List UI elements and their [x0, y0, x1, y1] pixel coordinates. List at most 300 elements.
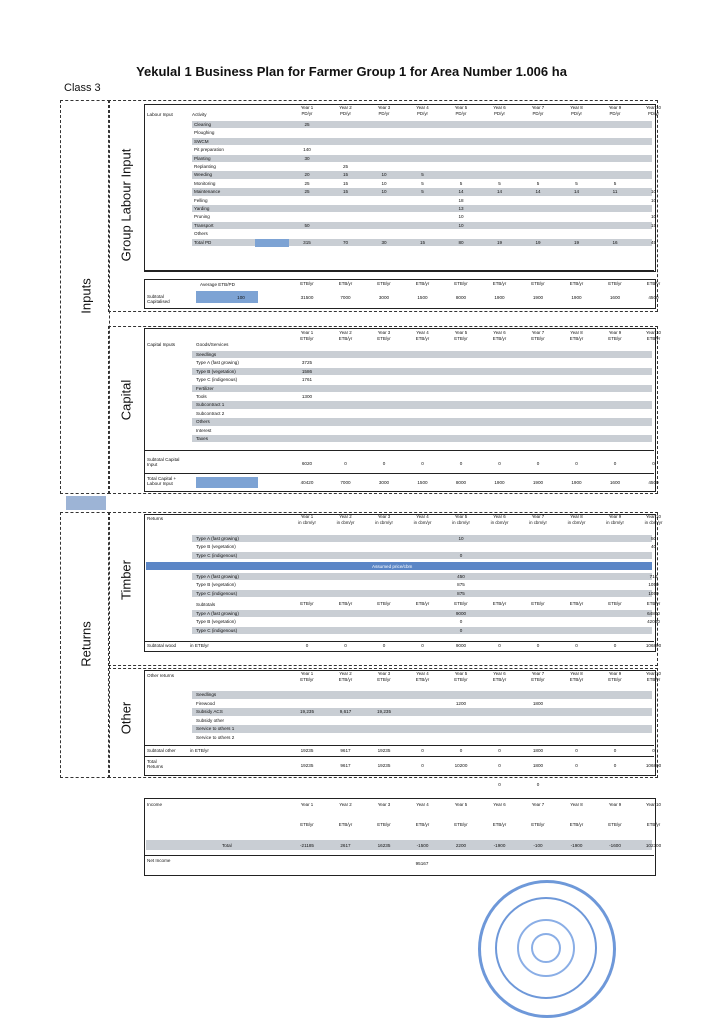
unit-header: in cbm/yr: [413, 520, 432, 525]
cell-value: 1300: [301, 394, 313, 399]
cell-value: 0: [459, 627, 463, 633]
row-label: Weeding: [194, 172, 213, 178]
capital-corner: Capital Inputs: [147, 342, 176, 347]
cell-value: 50: [304, 222, 310, 228]
cell-value: 450: [457, 574, 465, 579]
row-label: SWCM: [194, 138, 209, 144]
unit-header: ETB/yr: [454, 601, 468, 606]
row-label: Interest: [196, 427, 212, 433]
year-header: Year 6: [493, 105, 506, 110]
total-value: 9000: [455, 643, 467, 648]
row-label: Subsidy ACS: [196, 709, 223, 715]
year-header: Year 5: [454, 802, 468, 807]
cell-value: 70: [342, 239, 349, 245]
unit-header: ETB/yr: [646, 601, 661, 606]
cell-value: 18: [458, 197, 464, 203]
other-subtotal-label: Subtotal other: [147, 748, 176, 753]
row-label: Taxes: [196, 436, 208, 441]
transport-highlight: [255, 239, 289, 247]
total-value: 0: [613, 461, 617, 466]
avg-value: 100: [237, 295, 245, 300]
unit-header: ETB/yr: [492, 336, 507, 341]
total-value: 7000: [340, 295, 351, 300]
unit-header: ETB/yr: [569, 601, 584, 606]
unit-header: ETB/yr: [454, 822, 468, 827]
total-value: 1900: [571, 295, 582, 300]
row-label: Yarding: [194, 206, 210, 211]
total-value: 1900: [494, 480, 505, 485]
unit-header: ETB/yr: [608, 281, 622, 286]
unit-header: ETB/yr: [454, 281, 468, 286]
total-value: -1900: [570, 843, 583, 848]
unit-header: ETB/yr: [300, 822, 314, 827]
total-value: 0: [536, 643, 540, 648]
year-header: Year 6: [493, 671, 506, 676]
year-header: Year 8: [570, 105, 583, 110]
row-stripe: [192, 138, 652, 145]
cell-value: 15: [342, 180, 349, 186]
row-label: Type A (fast growing): [196, 611, 239, 616]
cell-value: 19,235: [299, 709, 315, 715]
total-value: 4500: [648, 480, 659, 485]
income-total-label: Total: [222, 843, 232, 848]
subtotals-label: Subtotals: [196, 602, 216, 607]
row-stripe: [192, 725, 652, 733]
net-income-value: 95167: [415, 861, 429, 866]
total-value: 1600: [609, 295, 621, 300]
total-value: 1500: [417, 480, 428, 485]
row-label: Type C (indigenous): [196, 377, 238, 383]
total-value: 0: [305, 643, 309, 648]
cell-value: 15: [342, 172, 349, 178]
year-header: Year 1: [300, 671, 314, 676]
row-stripe: [192, 590, 652, 597]
unit-header: in cbm/yr: [529, 520, 547, 525]
unit-header: ETB/yr: [492, 281, 507, 286]
total-value: 31500: [300, 295, 314, 300]
cell-value: 315: [303, 239, 311, 245]
cell-value: 20: [304, 172, 310, 178]
total-capital-label: Total Capital + Labour Input: [147, 476, 177, 486]
year-header: Year 6: [493, 514, 506, 519]
timber-label: Timber: [118, 560, 134, 600]
cell-value: 5: [536, 180, 540, 186]
cell-value: 40: [650, 544, 657, 550]
unit-header: ETB/yr: [338, 677, 353, 682]
year-header: Year 3: [377, 802, 391, 807]
total-value: 4500: [648, 295, 659, 300]
row-stripe: [192, 552, 652, 559]
year-header: Year 1: [300, 514, 314, 519]
row-label: Ploughing: [194, 130, 215, 136]
total-value: 1900: [494, 295, 505, 300]
cell-value: 14: [496, 189, 503, 195]
cell-value: 10: [650, 197, 657, 203]
row-label: Type A (fast growing): [196, 360, 239, 366]
total-value: 0: [421, 461, 424, 466]
cell-value: 5: [575, 180, 578, 186]
row-stripe: [192, 535, 652, 542]
wood-subtotal-unit: in ETB/yr: [190, 643, 209, 648]
year-header: Year 10: [646, 330, 661, 335]
unit-header: ETB/yr: [608, 677, 622, 682]
total-value: 19235: [377, 763, 391, 768]
cell-value: 5: [459, 180, 463, 186]
row-label: Subcontract 1: [196, 402, 225, 408]
returns-corner: Returns: [147, 516, 164, 521]
total-value: 102300: [645, 843, 662, 848]
total-value: 0: [344, 643, 347, 648]
row-label: Firewood: [196, 700, 215, 706]
row-label: Type C (indigenous): [196, 627, 238, 633]
total-value: 0: [382, 643, 386, 648]
other-returns-corner: Other returns: [147, 673, 175, 678]
goods-header: Goods/Services: [196, 342, 229, 347]
year-header: Year 7: [531, 802, 545, 807]
cell-value: 13: [458, 206, 464, 211]
row-stripe: [192, 418, 652, 425]
year-header: Year 4: [416, 671, 429, 676]
cell-value: 140: [303, 147, 311, 153]
extra-zero: 0: [498, 782, 501, 787]
unit-header: ETB/yr: [608, 336, 622, 341]
unit-header: ETB/yr: [492, 822, 507, 827]
cell-value: 9000: [455, 611, 467, 616]
total-value: 0: [575, 763, 578, 768]
total-value: 106800: [645, 643, 662, 648]
price-label: Assumed price/cbm: [372, 564, 413, 569]
cell-value: 10: [650, 189, 657, 195]
row-rule: [144, 270, 654, 271]
row-label: Seedlings: [196, 352, 217, 357]
row-label: Replanting: [194, 164, 216, 169]
cell-value: 19: [535, 239, 541, 245]
row-label: Type A (fast growing): [196, 536, 239, 541]
row-stripe: [192, 627, 652, 634]
year-header: Year 2: [339, 802, 352, 807]
year-header: Year 4: [416, 802, 429, 807]
cell-value: 10: [381, 189, 387, 195]
year-header: Year 10: [646, 105, 661, 110]
cell-value: 1200: [455, 700, 467, 706]
cell-value: 25: [342, 164, 349, 169]
unit-header: ETB/yr: [300, 601, 314, 606]
cell-value: 10: [458, 222, 464, 228]
cell-value: 10: [381, 180, 387, 186]
cell-value: 5: [421, 180, 424, 186]
other-label: Other: [118, 701, 134, 735]
total-value: 0: [459, 748, 463, 753]
year-header: Year 5: [454, 514, 468, 519]
cell-value: 10: [381, 172, 387, 178]
capital-subtotal-label: Subtotal Capital Input: [147, 457, 180, 467]
total-value: 16235: [377, 843, 391, 848]
row-label: Felling: [194, 197, 208, 203]
unit-header: ETB/yr: [300, 336, 314, 341]
row-stripe: [192, 401, 652, 408]
returns-label: Returns: [78, 621, 94, 667]
row-rule: [144, 756, 654, 757]
cell-value: 19: [573, 239, 580, 245]
unit-header: ETB/yr: [338, 281, 353, 286]
unit-header: ETB/yr: [338, 601, 353, 606]
unit-header: PD/yr: [340, 111, 351, 116]
total-value: 1800: [532, 748, 544, 753]
cell-value: 9,617: [339, 709, 352, 715]
year-header: Year 8: [570, 514, 583, 519]
total-value: 0: [421, 763, 424, 768]
total-value: 3000: [378, 480, 390, 485]
total-value: -1600: [609, 843, 621, 848]
cell-value: 710: [649, 574, 658, 579]
total-value: 106800: [645, 763, 662, 768]
year-header: Year 10: [646, 514, 661, 519]
total-value: 0: [575, 461, 578, 466]
year-header: Year 10: [646, 802, 661, 807]
row-label: Fertilizer: [196, 385, 214, 391]
year-header: Year 1: [300, 105, 314, 110]
year-header: Year 2: [339, 671, 352, 676]
unit-header: in cbm/yr: [336, 520, 355, 525]
cell-value: 5: [613, 180, 617, 186]
unit-header: PD/yr: [378, 111, 390, 116]
year-header: Year 5: [454, 105, 468, 110]
cell-value: 5: [421, 189, 424, 195]
total-value: 1900: [532, 480, 544, 485]
unit-header: ETB/yr: [415, 336, 430, 341]
total-value: 0: [613, 748, 617, 753]
row-label: Transport: [194, 222, 214, 228]
cell-value: 64800: [647, 611, 660, 616]
year-header: Year 2: [339, 105, 352, 110]
unit-header: PD/yr: [648, 111, 659, 116]
total-value: 0: [344, 461, 347, 466]
total-value: -100: [533, 843, 543, 848]
year-header: Year 7: [531, 671, 545, 676]
year-header: Year 1: [300, 330, 314, 335]
cell-value: 30: [381, 239, 387, 245]
inputs-label: Inputs: [78, 278, 94, 314]
total-value: 0: [536, 461, 540, 466]
total-value: 19235: [300, 763, 314, 768]
year-header: Year 9: [608, 330, 622, 335]
total-value: 8000: [455, 480, 467, 485]
cell-value: 10: [458, 214, 464, 220]
unit-header: in cbm/yr: [644, 520, 663, 525]
unit-header: PD/yr: [609, 111, 621, 116]
total-value: -1900: [493, 843, 506, 848]
year-header: Year 10: [646, 671, 661, 676]
total-value: 0: [575, 748, 578, 753]
total-value: 0: [613, 763, 617, 768]
page-title: Yekulal 1 Business Plan for Farmer Group 1 for Area Number 1.006 ha: [136, 64, 567, 79]
unit-header: ETB/yr: [338, 822, 353, 827]
total-value: 0: [382, 461, 386, 466]
cell-value: 45: [650, 239, 657, 245]
cell-value: 11: [612, 189, 618, 195]
row-stripe: [192, 435, 652, 442]
row-label: Seedlings: [196, 692, 217, 697]
other-subtotal-unit: in ETB/yr: [190, 748, 209, 753]
unit-header: in cbm/yr: [567, 520, 586, 525]
year-header: Year 7: [531, 105, 545, 110]
total-value: 1800: [532, 763, 544, 768]
unit-header: ETB/yr: [415, 601, 430, 606]
income-table: [144, 798, 656, 876]
total-value: 0: [575, 643, 578, 648]
row-stripe: [192, 351, 652, 358]
unit-header: ETB/yr: [531, 281, 545, 286]
year-header: Year 2: [339, 514, 352, 519]
row-label: Subsidy other: [196, 717, 225, 723]
unit-header: ETB/yr: [454, 336, 468, 341]
cell-value: 10: [458, 536, 464, 541]
total-value: 10200: [454, 763, 468, 768]
cell-value: 1761: [301, 377, 313, 383]
row-rule: [144, 473, 654, 474]
year-header: Year 3: [377, 671, 391, 676]
unit-header: ETB/yr: [608, 822, 622, 827]
total-value: 0: [498, 461, 501, 466]
row-label: Type C (indigenous): [196, 590, 238, 596]
row-label: Tools: [196, 394, 207, 399]
year-header: Year 9: [608, 802, 622, 807]
total-value: 0: [459, 461, 463, 466]
unit-header: in cbm/yr: [375, 520, 393, 525]
unit-header: ETB/yr: [646, 677, 661, 682]
row-stripe: [192, 385, 652, 392]
cell-value: 15: [342, 189, 349, 195]
total-value: 1900: [532, 295, 544, 300]
row-rule: [144, 450, 654, 451]
unit-header: ETB/yr: [531, 677, 545, 682]
row-label: Type B (vegetation): [196, 544, 236, 550]
unit-header: ETB/yr: [646, 281, 661, 286]
row-label: Planting: [194, 155, 211, 161]
row-stripe: [192, 610, 652, 617]
unit-header: ETB/yr: [646, 336, 661, 341]
unit-header: ETB/yr: [377, 336, 391, 341]
year-header: Year 2: [339, 330, 352, 335]
unit-header: ETB/yr: [377, 822, 391, 827]
unit-header: ETB/yr: [377, 677, 391, 682]
year-header: Year 4: [416, 330, 429, 335]
unit-header: ETB/yr: [300, 677, 314, 682]
row-label: Type C (indigenous): [196, 552, 238, 558]
row-label: Monitoring: [194, 180, 216, 186]
row-label: Type B (vegetation): [196, 582, 236, 588]
total-value: 0: [652, 748, 655, 753]
cell-value: 1050: [648, 582, 659, 588]
year-header: Year 1: [300, 802, 314, 807]
unit-header: ETB/yr: [569, 281, 584, 286]
row-stripe: [192, 222, 652, 229]
cell-value: 50: [650, 536, 657, 541]
total-value: 7000: [340, 480, 351, 485]
unit-header: ETB/yr: [492, 601, 507, 606]
total-value: 0: [421, 643, 424, 648]
year-header: Year 9: [608, 671, 622, 676]
total-value: 1500: [417, 295, 428, 300]
cell-value: 15: [650, 222, 657, 228]
total-value: 1600: [609, 480, 621, 485]
unit-header: ETB/yr: [569, 677, 584, 682]
total-returns-label: Total Returns: [147, 759, 164, 769]
total-value: 9617: [340, 748, 351, 753]
total-value: 19235: [300, 748, 314, 753]
unit-header: PD/yr: [455, 111, 467, 116]
unit-header: ETB/yr: [377, 281, 391, 286]
row-label: Maintenance: [194, 189, 221, 195]
subtotal-capitalised-label: Subtotal Capitalised: [147, 294, 170, 304]
total-value: 1900: [571, 480, 582, 485]
year-header: Year 7: [531, 330, 545, 335]
other-table: [144, 670, 656, 776]
total-value: 0: [613, 643, 617, 648]
year-header: Year 9: [608, 105, 622, 110]
total-capital-box: [196, 477, 258, 488]
row-stripe: [192, 691, 652, 699]
year-header: Year 4: [416, 105, 429, 110]
capital-label: Capital: [118, 379, 134, 421]
cell-value: 25: [304, 180, 310, 186]
cell-value: 14: [535, 189, 541, 195]
cell-value: 0: [459, 552, 463, 558]
net-income-label: Net Income: [147, 858, 171, 863]
unit-header: ETB/yr: [300, 281, 314, 286]
unit-header: ETB/yr: [454, 677, 468, 682]
year-header: Year 8: [570, 330, 583, 335]
unit-header: ETB/yr: [646, 822, 661, 827]
total-value: 0: [498, 748, 501, 753]
cell-value: 16: [612, 239, 618, 245]
cell-value: 42000: [647, 619, 660, 625]
row-stripe: [192, 205, 652, 212]
row-label: Subcontract 2: [196, 410, 225, 416]
unit-header: in cbm/yr: [298, 520, 316, 525]
year-header: Year 5: [454, 671, 468, 676]
row-stripe: [192, 155, 652, 162]
unit-header: PD/yr: [301, 111, 313, 116]
total-value: 19235: [377, 748, 391, 753]
unit-header: ETB/yr: [415, 281, 430, 286]
year-header: Year 8: [570, 802, 583, 807]
official-stamp: [478, 880, 616, 1018]
year-header: Year 6: [493, 802, 506, 807]
cell-value: 5: [498, 180, 501, 186]
year-header: Year 8: [570, 671, 583, 676]
cell-value: 875: [457, 590, 465, 596]
unit-header: ETB/yr: [531, 822, 545, 827]
unit-header: PD/yr: [494, 111, 505, 116]
row-label: Others: [196, 419, 210, 425]
avg-etb-label: Average ETB/PD: [200, 282, 235, 287]
year-header: Year 3: [377, 105, 391, 110]
unit-header: ETB/yr: [415, 677, 430, 682]
unit-header: ETB/yr: [569, 336, 584, 341]
unit-header: ETB/yr: [492, 677, 507, 682]
year-header: Year 3: [377, 514, 391, 519]
unit-header: ETB/yr: [531, 336, 545, 341]
total-value: 2200: [455, 843, 467, 848]
cell-value: 15: [419, 239, 426, 245]
unit-header: in cbm/yr: [606, 520, 624, 525]
row-label: Total PD: [194, 239, 212, 245]
row-label: Type B (vegetation): [196, 619, 236, 625]
cell-value: 1586: [301, 368, 313, 374]
total-value: 8000: [455, 295, 467, 300]
unit-header: in cbm/yr: [452, 520, 470, 525]
